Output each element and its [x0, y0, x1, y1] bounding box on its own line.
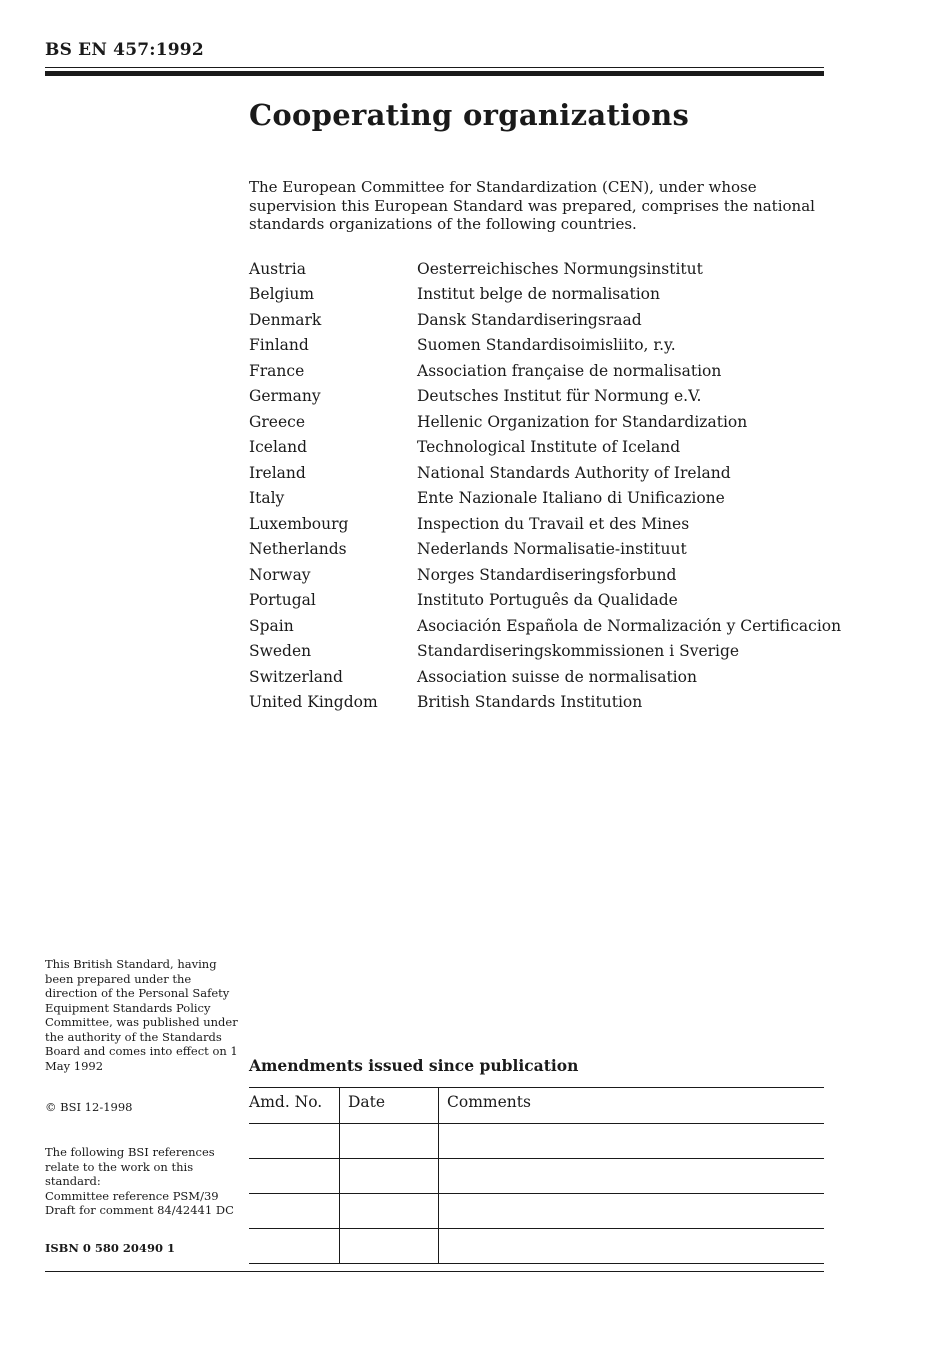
member-organization: Inspection du Travail et des Mines — [417, 514, 690, 533]
amendments-table — [249, 1087, 824, 1264]
bsi-references — [45, 1145, 245, 1218]
page-title: Cooperating organizations — [249, 98, 690, 132]
member-organization: Dansk Standardiseringsraad — [417, 310, 642, 329]
member-organization: Association suisse de normalisation — [417, 667, 697, 686]
intro-paragraph: The European Committee for Standardization (CEN), under whose supervision this European Standard was prepared, comprises the national standards organizations of the following countries. — [249, 178, 815, 233]
member-country: Germany — [249, 387, 321, 406]
member-country: Ireland — [249, 463, 306, 482]
draft-reference: Draft for comment 84/42441 DC — [45, 1203, 234, 1217]
member-organization: Standardiseringskommissionen i Sverige — [417, 642, 740, 661]
member-row — [249, 333, 829, 359]
member-row — [249, 384, 829, 410]
header-rule-thick — [45, 71, 824, 76]
member-row — [249, 256, 829, 282]
member-country: Iceland — [249, 438, 308, 457]
member-row — [249, 435, 829, 461]
member-row — [249, 282, 829, 308]
document-reference: BS EN 457:1992 — [45, 40, 204, 60]
date-cell — [340, 1229, 439, 1264]
member-organization: Hellenic Organization for Standardization — [417, 412, 748, 431]
member-country: Sweden — [249, 642, 312, 661]
comments-cell — [439, 1194, 825, 1229]
member-row — [249, 639, 829, 665]
column-header-date: Date — [340, 1088, 439, 1124]
committee-reference: Committee reference PSM/39 — [45, 1188, 219, 1203]
footer-rule — [45, 1271, 824, 1272]
member-row — [249, 358, 829, 384]
table-row — [249, 1124, 824, 1159]
member-row — [249, 613, 842, 639]
member-organization: Technological Institute of Iceland — [417, 438, 681, 457]
member-organization: Instituto Português da Qualidade — [417, 591, 678, 610]
comments-cell — [439, 1159, 825, 1194]
member-row — [249, 537, 829, 563]
member-organization: Asociación Española de Normalización y Certificacion — [417, 616, 842, 635]
member-organization: National Standards Authority of Ireland — [417, 463, 731, 482]
table-row — [249, 1194, 824, 1229]
member-country: Netherlands — [249, 540, 347, 559]
member-row — [249, 562, 829, 588]
member-country: Luxembourg — [249, 514, 349, 533]
table-row — [249, 1229, 824, 1264]
references-note: The following BSI references relate to the work on this standard: — [45, 1145, 215, 1188]
amendments-header-row — [249, 1088, 824, 1124]
member-row — [249, 664, 829, 690]
member-country: Italy — [249, 489, 285, 508]
member-organization: Suomen Standardisoimisliito, r.y. — [417, 336, 676, 355]
member-list — [249, 256, 842, 715]
member-country: Denmark — [249, 310, 322, 329]
column-header-comments: Comments — [439, 1088, 825, 1124]
comments-cell — [439, 1229, 825, 1264]
member-country: Switzerland — [249, 667, 343, 686]
member-country: United Kingdom — [249, 693, 378, 712]
member-country: Belgium — [249, 285, 315, 304]
member-country: Austria — [249, 259, 306, 278]
amd-no-cell — [249, 1159, 340, 1194]
member-country: Greece — [249, 412, 305, 431]
member-row — [249, 460, 829, 486]
member-row — [249, 307, 829, 333]
member-organization: Association française de normalisation — [417, 361, 722, 380]
member-row — [249, 486, 829, 512]
member-organization: Institut belge de normalisation — [417, 285, 660, 304]
column-header-amd-no: Amd. No. — [249, 1088, 340, 1124]
amd-no-cell — [249, 1229, 340, 1264]
member-row — [249, 690, 829, 716]
comments-cell — [439, 1124, 825, 1159]
isbn: ISBN 0 580 20490 1 — [45, 1241, 175, 1255]
table-row — [249, 1159, 824, 1194]
copyright-notice: © BSI 12-1998 — [45, 1100, 133, 1114]
member-organization: Oesterreichisches Normungsinstitut — [417, 259, 703, 278]
member-country: Portugal — [249, 591, 316, 610]
member-row — [249, 588, 829, 614]
member-row — [249, 511, 829, 537]
date-cell — [340, 1124, 439, 1159]
member-organization: Nederlands Normalisatie-instituut — [417, 540, 687, 559]
header-rule-thin — [45, 67, 824, 68]
amendments-heading: Amendments issued since publication — [249, 1056, 579, 1075]
date-cell — [340, 1159, 439, 1194]
member-country: Finland — [249, 336, 309, 355]
member-organization: British Standards Institution — [417, 693, 643, 712]
amd-no-cell — [249, 1194, 340, 1229]
member-country: Spain — [249, 616, 294, 635]
member-organization: Norges Standardiseringsforbund — [417, 565, 677, 584]
amd-no-cell — [249, 1124, 340, 1159]
member-row — [249, 409, 829, 435]
member-country: France — [249, 361, 305, 380]
member-organization: Deutsches Institut für Normung e.V. — [417, 387, 702, 406]
date-cell — [340, 1194, 439, 1229]
member-country: Norway — [249, 565, 311, 584]
publication-note: This British Standard, having been prepared under the direction of the Personal Safety Equipment Standards Policy Committee, was published under the authority of the Standards Board and comes into effect on 1 May 1992 — [45, 957, 238, 1073]
member-organization: Ente Nazionale Italiano di Unificazione — [417, 489, 725, 508]
